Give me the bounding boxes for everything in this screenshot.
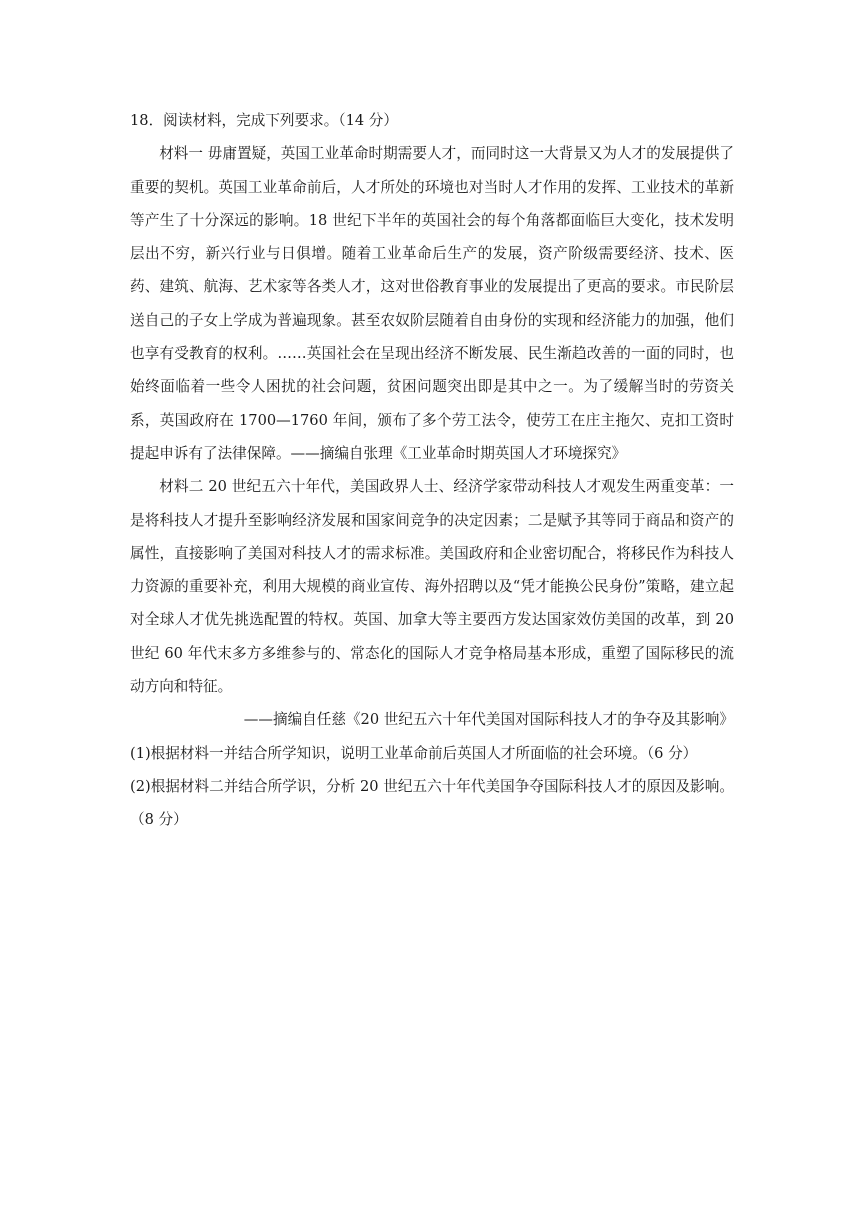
material-two-paragraph: 材料二 20 世纪五六十年代，美国政界人士、经济学家带动科技人才观发生两重变革：一是将科技人才提升至影响经济发展和国家间竞争的决定因素；二是赋予其等同于商品和资产的属性，直接影响了美国对科技人才的需求标准。美国政府和企业密切配合，将移民作为科技人力资源的重要补充，利用大规模的商业宣传、海外招聘以及“凭才能换公民身份”策略，建立起对全球人才优先挑选配置的特权。英国、加拿大等主要西方发达国家效仿美国的改革，到 20 世纪 60 年代末多方多维参与的、常态化的国际人才竞争格局基本形成，重塑了国际移民的流动方向和特征。 <box>130 478 734 696</box>
exam-page <box>130 104 734 837</box>
material-one-paragraph: 材料一 毋庸置疑，英国工业革命时期需要人才，而同时这一大背景又为人才的发展提供了重要的契机。英国工业革命前后，人才所处的环境也对当时人才作用的发挥、工业技术的革新等产生了十分深远的影响。18 世纪下半年的英国社会的每个角落都面临巨大变化，技术发明层出不穷，新兴行业与日俱增。随着工业革命后生产的发展，资产阶级需要经济、技术、医药、建筑、航海、艺术家等各类人才，这对世俗教育事业的发展提出了更高的要求。市民阶层送自己的子女上学成为普遍现象。甚至农奴阶层随着自由身份的实现和经济能力的加强，他们也享有受教育的权利。……英国社会在呈现出经济不断发展、民生渐趋改善的一面的同时，也始终面临着一些令人困扰的社会问题，贫困问题突出即是其中之一。为了缓解当时的劳资关系，英国政府在 1700—1760 年间，颁布了多个劳工法令，使劳工在庄主拖欠、克扣工资时提起申诉有了法律保障。——摘编自张理《工业革命时期英国人才环境探究》 <box>130 145 734 462</box>
question-title: 18．阅读材料，完成下列要求。（14 分） <box>130 112 398 129</box>
sub-question-2: (2)根据材料二并结合所学识，分析 20 世纪五六十年代美国争夺国际科技人才的原因及影响。（8 分） <box>130 777 734 829</box>
sub-question-1: (1)根据材料一并结合所学知识，说明工业革命前后英国人才所面临的社会环境。（6 分） <box>130 744 698 762</box>
material-two-source: ——摘编自任慈《20 世纪五六十年代美国对国际科技人才的争夺及其影响》 <box>243 711 734 729</box>
